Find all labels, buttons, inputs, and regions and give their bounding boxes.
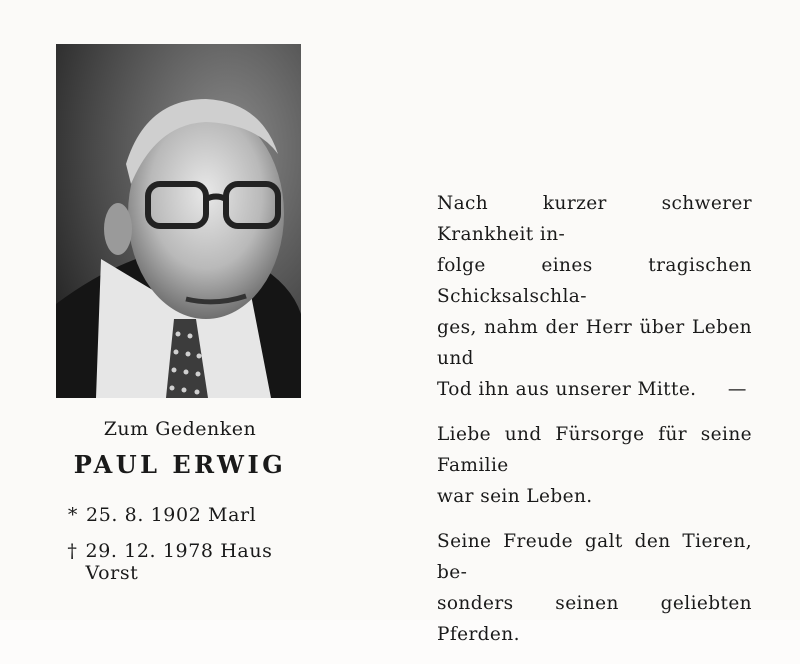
deceased-name: PAUL ERWIG — [73, 450, 287, 479]
text-line: war sein Leben. — [437, 486, 593, 507]
text-line: sonders seinen geliebten Pferden. — [437, 593, 752, 645]
paragraph-1 — [437, 188, 752, 405]
text-line: ges, nahm der Herr über Leben und — [437, 317, 752, 369]
paragraph-3 — [437, 526, 752, 650]
portrait-photo — [56, 44, 301, 398]
death-cross-icon: † — [67, 540, 78, 562]
memorial-caption — [40, 412, 320, 479]
paragraph-2 — [437, 419, 752, 512]
birth-star-icon: * — [67, 504, 78, 526]
text-line: Seine Freude galt den Tieren, be- — [437, 531, 752, 583]
text-line: Liebe und Fürsorge für seine Familie — [437, 424, 752, 476]
death-row — [48, 540, 328, 584]
text-line: Tod ihn aus unserer Mitte. — — [437, 379, 747, 400]
memorial-text — [437, 188, 752, 664]
birth-date: 25. 8. 1902 Marl — [86, 504, 257, 526]
memorial-heading: Zum Gedenken — [103, 418, 257, 440]
death-date: 29. 12. 1978 Haus Vorst — [85, 540, 273, 584]
life-dates — [48, 504, 328, 584]
text-line: Nach kurzer schwerer Krankheit in- — [437, 193, 752, 245]
text-line: folge eines tragischen Schicksalschla- — [437, 255, 752, 307]
birth-row — [48, 504, 328, 540]
